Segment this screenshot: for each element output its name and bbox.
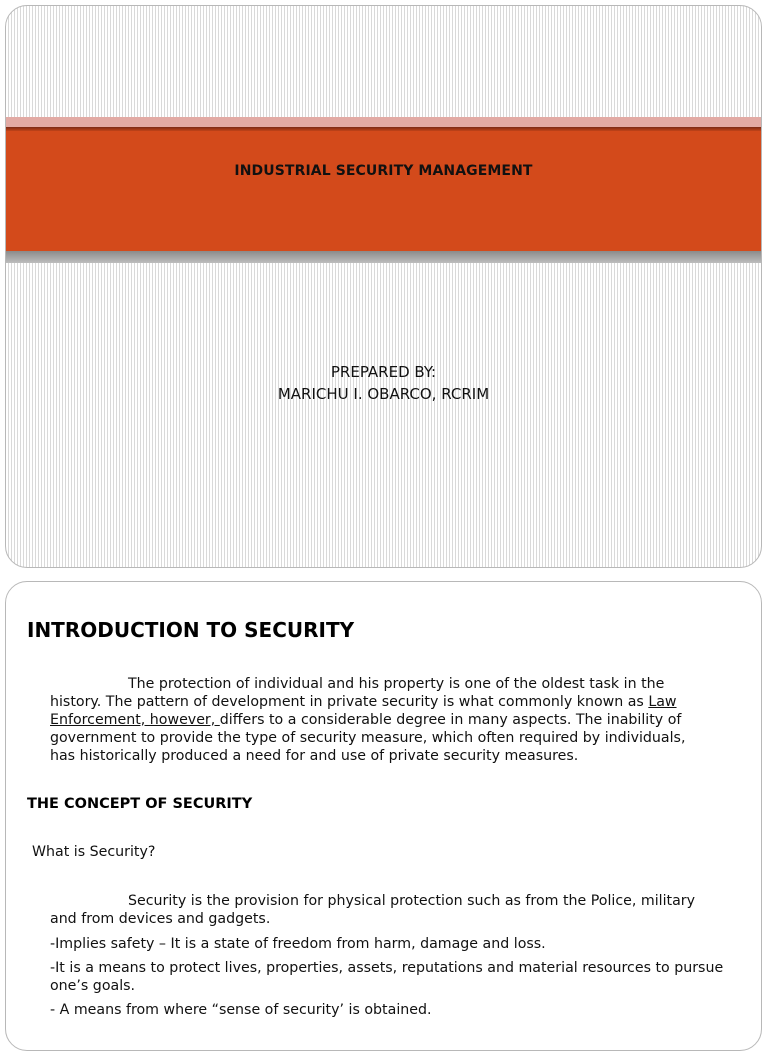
intro-paragraph [50,675,740,765]
title-slide [5,5,762,568]
intro-line [50,675,740,693]
definition-text: Security is the provision for physical protection such as from the Police, military [128,893,696,909]
law-enforcement-underlined-text: Enforcement, however, [50,712,220,728]
intro-line [50,711,740,729]
title-band [6,131,761,251]
intro-line [50,693,740,711]
intro-line: government to provide the type of security measure, which often required by individuals, [50,730,686,746]
intro-text: history. The pattern of development in private security is what commonly known as [50,694,649,710]
question-text: What is Security? [32,844,156,860]
intro-text: The protection of individual and his property is one of the oldest task in the [128,676,665,692]
content-slide [5,581,762,1051]
law-enforcement-underlined-text: Law [648,694,677,710]
definition-line: and from devices and gadgets. [50,911,271,927]
bullet-item: - A means from where “sense of security’ is obtained. [50,1002,432,1018]
definition-line [50,892,740,910]
slide-heading: INTRODUCTION TO SECURITY [27,618,355,642]
definition-paragraph [50,892,740,928]
prepared-by-label: PREPARED BY: [330,363,437,381]
title-band-bottom-stripe [6,251,761,263]
bullet-item: -It is a means to protect lives, properties, assets, reputations and material resources to pursue one’s goals. [50,960,724,994]
author-name: MARICHU I. OBARCO, RCRIM [277,385,490,403]
concept-heading: THE CONCEPT OF SECURITY [27,796,253,812]
title-band-top-stripe [6,117,761,127]
bullet-item: -Implies safety – It is a state of freedom from harm, damage and loss. [50,936,546,952]
presentation-title: INDUSTRIAL SECURITY MANAGEMENT [234,163,533,179]
intro-text: differs to a considerable degree in many aspects. The inability of [219,712,682,728]
intro-line: has historically produced a need for and use of private security measures. [50,748,579,764]
